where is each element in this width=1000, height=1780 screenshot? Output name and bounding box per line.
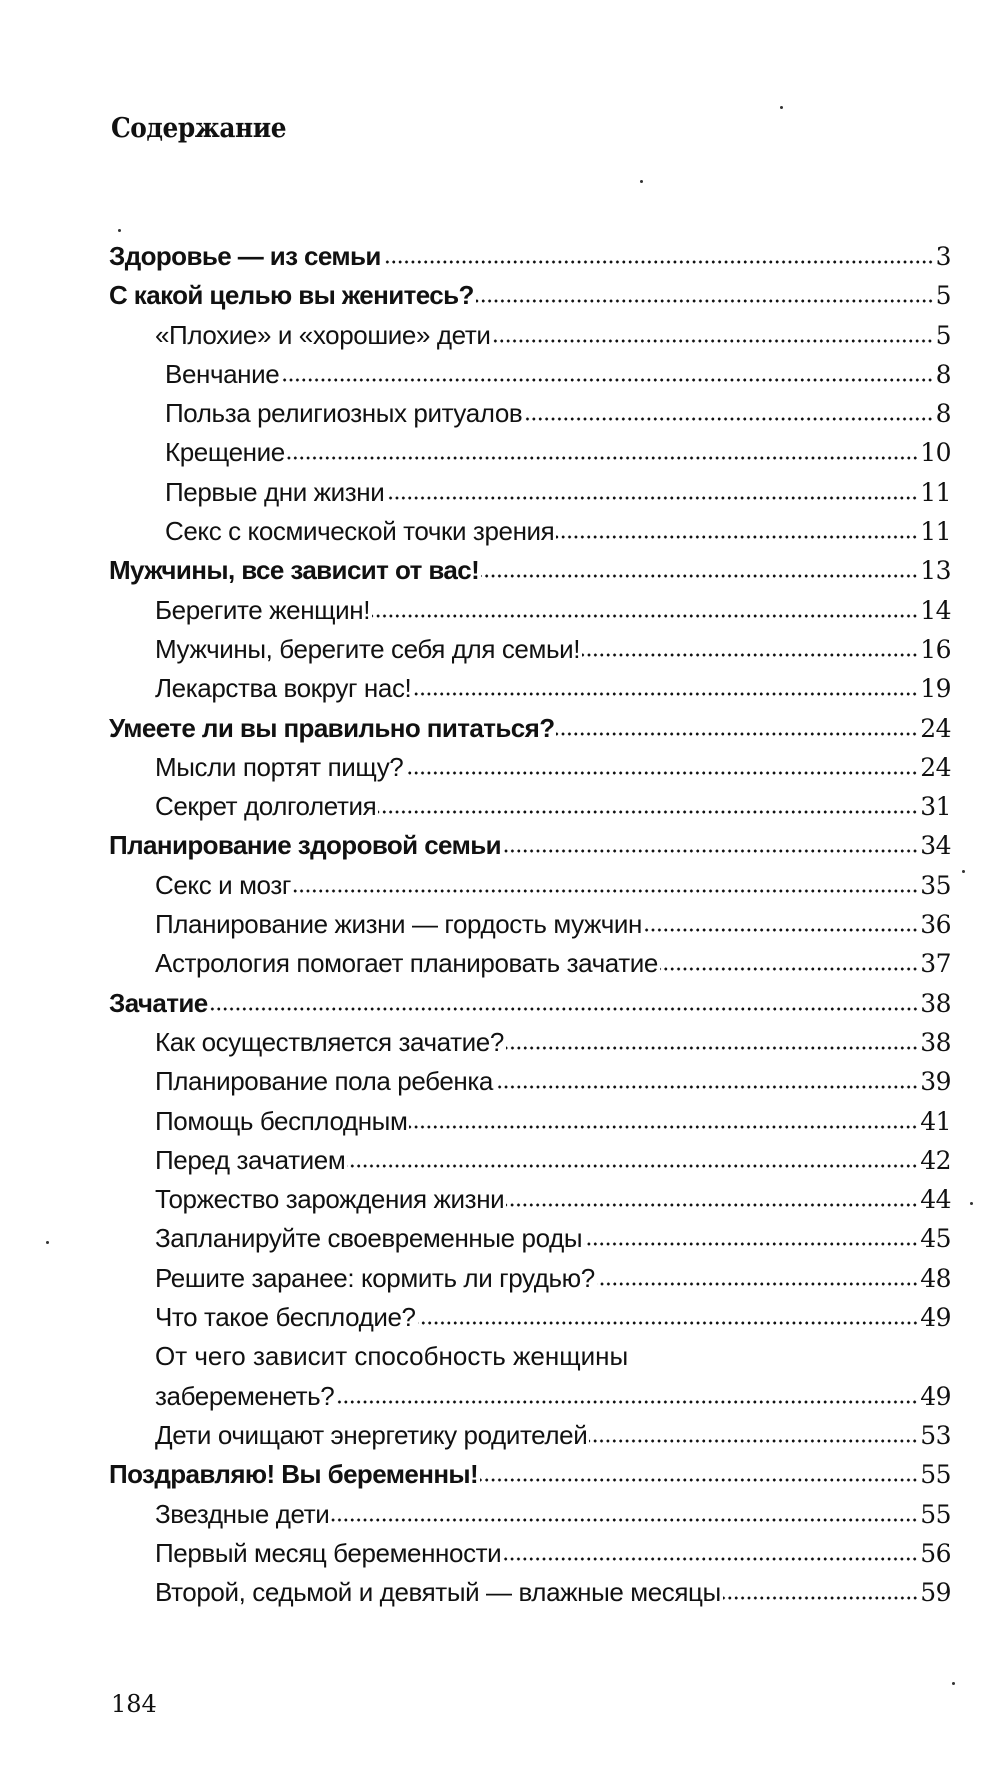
toc-entry-section[interactable] — [109, 1180, 951, 1219]
toc-entry-section[interactable] — [109, 512, 951, 551]
dot-leader — [556, 732, 918, 736]
toc-entry-section[interactable] — [109, 355, 951, 394]
toc-page-number: 53 — [920, 1420, 951, 1450]
toc-page-number: 55 — [920, 1499, 951, 1529]
toc-entry-section[interactable] — [109, 1023, 951, 1062]
toc-page-number: 16 — [920, 634, 951, 664]
toc-entry-title: Польза религиозных ритуалов — [165, 398, 523, 429]
toc-page-number: 39 — [920, 1067, 951, 1097]
toc-entry-title: Лекарства вокруг нас! — [155, 673, 412, 704]
toc-page-number: 42 — [920, 1145, 951, 1175]
dot-leader — [503, 849, 918, 853]
toc-page-number: 35 — [920, 870, 951, 900]
toc-page-number: 48 — [920, 1263, 951, 1293]
dot-leader — [409, 1125, 918, 1129]
scan-speck — [780, 106, 783, 109]
toc-entry-chapter[interactable] — [109, 709, 951, 748]
toc-entry-title: Секс и мозг — [155, 869, 291, 900]
scan-speck — [46, 1241, 49, 1244]
dot-leader — [405, 771, 918, 775]
dot-leader — [506, 1203, 918, 1207]
toc-entry-section[interactable] — [109, 1062, 951, 1101]
toc-page-number: 13 — [920, 556, 951, 586]
dot-leader — [210, 1007, 919, 1011]
toc-page-number: 37 — [920, 949, 951, 979]
toc-entry-title: Первый месяц беременности — [155, 1537, 502, 1568]
toc-entry-title: Секрет долголетия — [155, 791, 377, 822]
toc-entry-section[interactable] — [109, 1141, 951, 1180]
dot-leader — [281, 378, 933, 382]
dot-leader — [372, 614, 918, 618]
toc-entry-title: Зачатие — [109, 987, 208, 1018]
dot-leader — [413, 692, 918, 696]
dot-leader — [506, 1046, 918, 1050]
scan-speck — [640, 180, 643, 183]
toc-entry-title-line2-row — [155, 1377, 951, 1416]
toc-page-number: 14 — [920, 595, 951, 625]
toc-entry-title: Торжество зарождения жизни — [155, 1184, 505, 1215]
dot-leader — [660, 967, 918, 971]
scan-speck — [962, 870, 965, 873]
toc-entry-title: Помощь бесплодным — [155, 1105, 408, 1136]
toc-page-number: 49 — [920, 1381, 951, 1411]
toc-entry-title: Планирование пола ребенка — [155, 1066, 493, 1097]
toc-entry-title: Планирование жизни — гордость мужчин — [155, 909, 642, 940]
toc-entry-section[interactable] — [109, 669, 951, 708]
toc-entry-section[interactable] — [109, 1495, 951, 1534]
toc-page-number: 10 — [920, 438, 951, 468]
toc-entry-title-line1: От чего зависит способность женщины — [155, 1341, 629, 1372]
toc-page-number: 5 — [935, 320, 951, 350]
toc-entry-chapter[interactable] — [109, 1455, 951, 1494]
scan-speck — [970, 1202, 973, 1205]
toc-entry-title: Первые дни жизни — [165, 476, 385, 507]
toc-entry-section[interactable] — [109, 591, 951, 630]
toc-entry-chapter[interactable] — [109, 826, 951, 865]
toc-entry-title: Мужчины, все зависит от вас! — [109, 555, 480, 586]
dot-leader — [383, 260, 934, 264]
toc-entry-title: Поздравляю! Вы беременны! — [109, 1459, 479, 1490]
toc-entry-title: Секс с космической точки зрения — [165, 516, 555, 547]
toc-entry-section[interactable] — [109, 905, 951, 944]
toc-page-number: 24 — [920, 752, 951, 782]
toc-page-number: 31 — [920, 792, 951, 822]
dot-leader — [293, 889, 918, 893]
toc-entry-title: Как осуществляется зачатие? — [155, 1026, 504, 1057]
dot-leader — [480, 1478, 918, 1482]
scan-speck — [952, 1682, 955, 1685]
toc-entry-title: «Плохие» и «хорошие» дети — [155, 319, 491, 350]
toc-entry-section[interactable] — [109, 433, 951, 472]
toc-page-number: 8 — [935, 399, 951, 429]
toc-page-number: 19 — [920, 674, 951, 704]
dot-leader — [481, 574, 918, 578]
dot-leader — [492, 339, 933, 343]
dot-leader — [597, 1282, 918, 1286]
toc-page-number: 5 — [935, 281, 951, 311]
scan-speck — [118, 229, 121, 232]
toc-entry-title: Звездные дети — [155, 1498, 330, 1529]
toc-entry-section[interactable] — [109, 473, 951, 512]
toc-page-number: 11 — [920, 477, 951, 507]
toc-entry-title: Планирование здоровой семьи — [109, 830, 501, 861]
toc-page-number: 38 — [920, 1027, 951, 1057]
toc-page-number: 36 — [920, 910, 951, 940]
toc-entry-title: Решите заранее: кормить ли грудью? — [155, 1262, 595, 1293]
toc-entry-title: Дети очищают энергетику родителей — [155, 1419, 588, 1450]
toc-entry-title: С какой целью вы женитесь? — [109, 280, 474, 311]
page-title: Содержание — [111, 113, 287, 144]
toc-entry-chapter[interactable] — [109, 276, 951, 315]
toc-entry-title: Запланируйте своевременные роды — [155, 1223, 583, 1254]
dot-leader — [476, 299, 934, 303]
page-number-footer: 184 — [111, 1690, 157, 1718]
table-of-contents — [109, 237, 951, 1612]
toc-page-number: 56 — [920, 1538, 951, 1568]
dot-leader — [524, 417, 933, 421]
toc-page-number: 49 — [920, 1303, 951, 1333]
toc-entry-chapter[interactable] — [109, 237, 951, 276]
toc-entry-section[interactable] — [109, 630, 951, 669]
toc-entry-section[interactable] — [109, 1298, 951, 1337]
toc-entry-title: Астрология помогает планировать зачатие — [155, 948, 658, 979]
toc-entry-title: Мысли портят пищу? — [155, 751, 404, 782]
toc-page-number: 24 — [920, 713, 951, 743]
dot-leader — [644, 928, 918, 932]
toc-entry-chapter[interactable] — [109, 984, 951, 1023]
toc-entry-section[interactable] — [109, 316, 951, 355]
dot-leader — [556, 535, 918, 539]
toc-entry-section[interactable] — [109, 1219, 951, 1258]
toc-entry-section[interactable] — [109, 1416, 951, 1455]
toc-entry-title: Берегите женщин! — [155, 594, 371, 625]
toc-entry-chapter[interactable] — [109, 551, 951, 590]
toc-page-number: 8 — [935, 359, 951, 389]
toc-entry-title: Второй, седьмой и девятый — влажные месяцы — [155, 1577, 721, 1608]
toc-entry-section[interactable] — [109, 866, 951, 905]
toc-page-number: 44 — [920, 1185, 951, 1215]
dot-leader — [378, 810, 918, 814]
toc-entry-title: Крещение — [165, 437, 285, 468]
toc-entry-title: Что такое бесплодие? — [155, 1302, 416, 1333]
toc-page-number: 11 — [920, 517, 951, 547]
dot-leader — [287, 456, 918, 460]
toc-entry-section[interactable] — [109, 1259, 951, 1298]
toc-page-number: 45 — [920, 1224, 951, 1254]
dot-leader — [723, 1596, 918, 1600]
toc-entry-title: Умеете ли вы правильно питаться? — [109, 712, 555, 743]
dot-leader — [584, 1242, 918, 1246]
toc-page-number: 55 — [920, 1460, 951, 1490]
dot-leader — [336, 1400, 918, 1404]
toc-entry-section[interactable] — [109, 1102, 951, 1141]
dot-leader — [331, 1518, 918, 1522]
toc-entry-section[interactable] — [109, 394, 951, 433]
toc-entry-section[interactable] — [109, 944, 951, 983]
toc-entry-section[interactable] — [109, 748, 951, 787]
dot-leader — [582, 653, 918, 657]
toc-page-number: 38 — [920, 988, 951, 1018]
dot-leader — [589, 1439, 918, 1443]
toc-entry-section[interactable] — [109, 1534, 951, 1573]
dot-leader — [418, 1321, 919, 1325]
toc-entry-section[interactable] — [109, 1573, 951, 1612]
toc-entry-title: Здоровье — из семьи — [109, 241, 381, 271]
toc-page-number: 34 — [920, 831, 951, 861]
toc-entry-title: Венчание — [165, 358, 280, 389]
toc-entry-title: Перед зачатием — [155, 1144, 346, 1175]
toc-entry-section[interactable] — [109, 787, 951, 826]
dot-leader — [503, 1557, 918, 1561]
toc-entry-section[interactable] — [109, 1337, 951, 1416]
toc-entry-title: Мужчины, берегите себя для семьи! — [155, 633, 581, 664]
dot-leader — [347, 1164, 918, 1168]
toc-entry-title-line2: забеременеть? — [155, 1380, 335, 1411]
dot-leader — [495, 1085, 918, 1089]
dot-leader — [386, 496, 918, 500]
toc-page-number: 3 — [935, 242, 951, 271]
toc-page-number: 41 — [920, 1106, 951, 1136]
toc-page-number: 59 — [920, 1578, 951, 1608]
